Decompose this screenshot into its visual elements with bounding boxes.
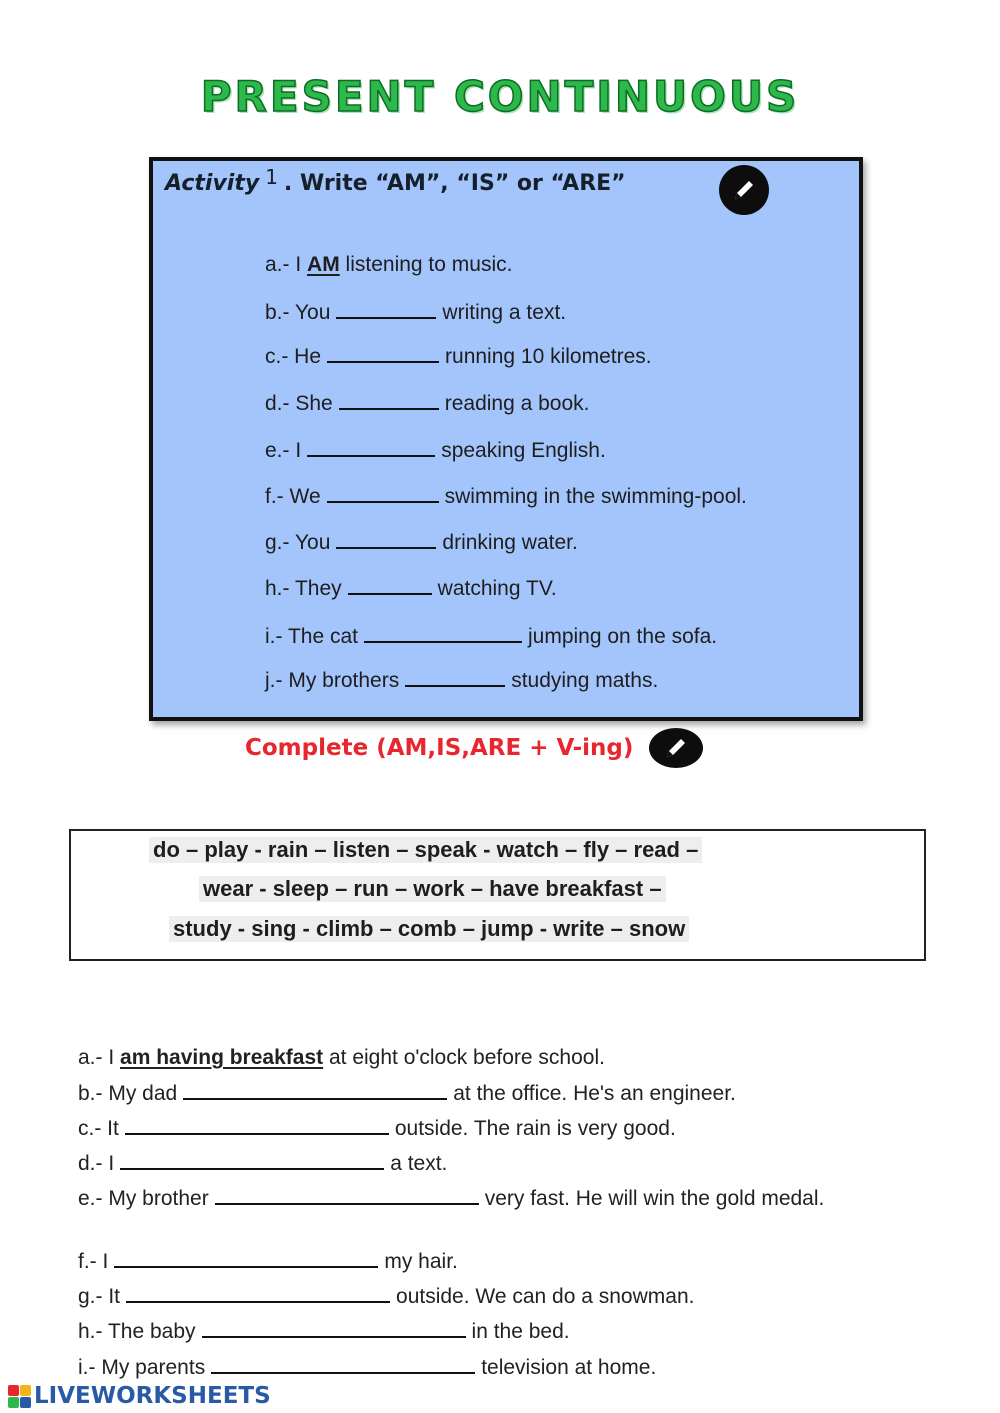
answer-blank[interactable] <box>327 500 439 503</box>
answer-blank[interactable] <box>336 316 436 319</box>
answer-blank[interactable] <box>348 592 432 595</box>
answer-blank[interactable] <box>183 1097 447 1100</box>
footer-brand-text: LIVEWORKSHEETS <box>34 1383 271 1409</box>
list-item: g.- It outside. We can do a snowman. <box>78 1285 695 1308</box>
list-item: c.- It outside. The rain is very good. <box>78 1117 676 1140</box>
list-item: f.- We swimming in the swimming-pool. <box>265 485 747 508</box>
answer-blank[interactable] <box>114 1265 378 1268</box>
answer-blank[interactable] <box>339 407 439 410</box>
answer-blank[interactable] <box>327 360 439 363</box>
list-item: f.- I my hair. <box>78 1250 458 1273</box>
answer-blank[interactable] <box>211 1371 475 1374</box>
answer-blank[interactable] <box>126 1300 390 1303</box>
footer-brand[interactable] <box>8 1383 271 1409</box>
word-bank-line: wear - sleep – run – work – have breakfast – <box>199 876 666 902</box>
answer-blank[interactable] <box>405 684 505 687</box>
answer-blank[interactable] <box>215 1202 479 1205</box>
list-item: j.- My brothers studying maths. <box>265 669 659 692</box>
list-item: d.- I a text. <box>78 1152 448 1175</box>
activity-number: 1 <box>265 165 278 189</box>
list-item: g.- You drinking water. <box>265 531 578 554</box>
answer-blank[interactable] <box>307 454 435 457</box>
pencil-icon <box>649 728 703 768</box>
answer-blank[interactable] <box>364 640 522 643</box>
activity-1-instruction: . Write “AM”, “IS” or “ARE” <box>283 171 626 196</box>
activity-1-panel <box>149 157 863 721</box>
answer-blank[interactable] <box>336 546 436 549</box>
list-item: e.- My brother very fast. He will win the gold medal. <box>78 1187 825 1210</box>
example-answer: am having breakfast <box>120 1046 324 1069</box>
activity-2-heading: Complete (AM,IS,ARE + V-ing) <box>245 728 703 768</box>
pencil-icon <box>719 165 769 215</box>
list-item: h.- They watching TV. <box>265 577 557 600</box>
list-item: a.- I am having breakfast at eight o'clock before school. <box>78 1046 605 1069</box>
answer-blank[interactable] <box>125 1132 389 1135</box>
word-bank-line: study - sing - climb – comb – jump - write – snow <box>169 916 689 942</box>
example-answer: AM <box>307 253 340 276</box>
list-item: d.- She reading a book. <box>265 392 590 415</box>
activity-label: Activity <box>165 171 260 196</box>
page-title: PRESENT CONTINUOUS <box>200 72 800 121</box>
list-item: a.- I AM listening to music. <box>265 253 513 276</box>
list-item: c.- He running 10 kilometres. <box>265 345 652 368</box>
answer-blank[interactable] <box>120 1167 384 1170</box>
list-item: h.- The baby in the bed. <box>78 1320 570 1343</box>
liveworksheets-logo-icon <box>8 1385 31 1408</box>
list-item: b.- You writing a text. <box>265 301 567 324</box>
word-bank-line: do – play - rain – listen – speak - watch – fly – read – <box>149 837 702 863</box>
answer-blank[interactable] <box>202 1335 466 1338</box>
list-item: i.- The cat jumping on the sofa. <box>265 625 718 648</box>
word-bank <box>69 829 926 961</box>
activity-1-heading <box>165 165 626 196</box>
list-item: e.- I speaking English. <box>265 439 606 462</box>
list-item: i.- My parents television at home. <box>78 1356 657 1379</box>
list-item: b.- My dad at the office. He's an engineer. <box>78 1082 736 1105</box>
